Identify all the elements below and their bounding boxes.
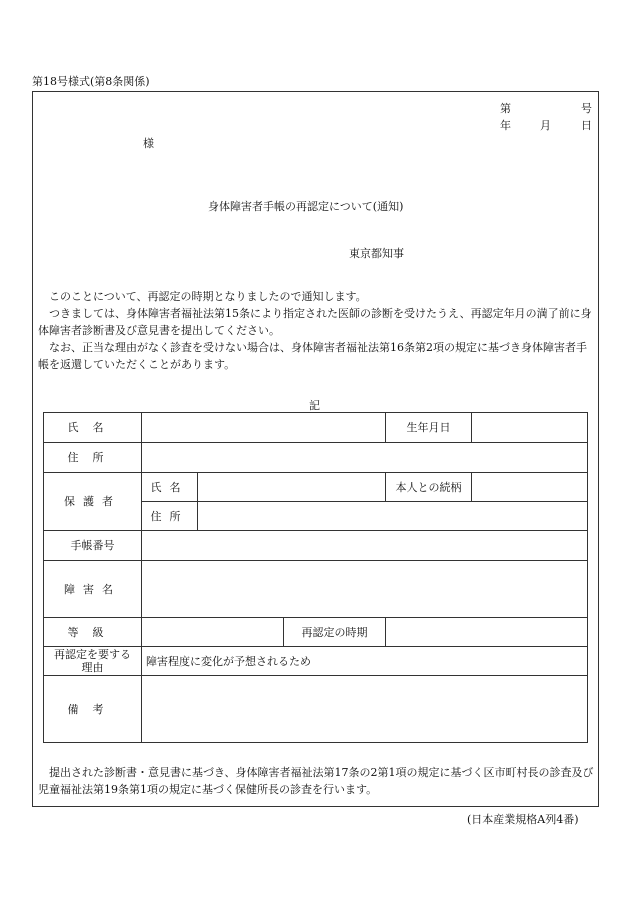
birthdate-value[interactable] [472,413,588,443]
recert-reason-label [44,647,142,676]
name-label: 氏名 [44,413,142,443]
disability-name-value[interactable] [142,561,588,618]
guardian-address-label: 住所 [142,502,198,531]
remarks-value[interactable] [142,676,588,743]
details-table [43,412,588,743]
handbook-number-value[interactable] [142,531,588,561]
guardian-name-label: 氏名 [142,473,198,502]
recert-timing-value[interactable] [386,618,588,647]
guardian-label: 保護者 [44,473,142,531]
remarks-label: 備考 [44,676,142,743]
recert-reason-value: 障害程度に変化が予想されるため [142,647,588,676]
grade-label: 等級 [44,618,142,647]
recert-reason-label-line1: 再認定を要する [54,648,131,661]
document-title: 身体障害者手帳の再認定について(通知) [208,200,404,213]
date-year: 年 [500,119,511,132]
addressee-suffix: 様 [143,137,154,150]
address-value[interactable] [142,443,588,473]
birthdate-label: 生年月日 [386,413,472,443]
sender-name: 東京都知事 [349,247,404,260]
number-suffix: 号 [581,102,592,115]
recert-reason-label-line2: 理由 [81,661,104,674]
name-value[interactable] [142,413,386,443]
recert-timing-label: 再認定の時期 [284,618,386,647]
body-paragraph-2: つきましては、身体障害者福祉法第15条により指定された医師の診断を受けたうえ、再認定年月の満了前に身体障害者診断書及び意見書を提出してください。 [38,307,592,337]
handbook-number-label: 手帳番号 [44,531,142,561]
body-paragraph-1: このことについて、再認定の時期となりましたので通知します。 [49,290,367,303]
disability-name-label: 障害名 [44,561,142,618]
date-month: 月 [540,119,551,132]
grade-value[interactable] [142,618,284,647]
relationship-value[interactable] [472,473,588,502]
ki-heading: 記 [309,399,320,412]
relationship-label: 本人との続柄 [386,473,472,502]
address-label: 住所 [44,443,142,473]
body-paragraph-3: なお、正当な理由がなく診査を受けない場合は、身体障害者福祉法第16条第2項の規定に基づき身体障害者手帳を返還していただくことがあります。 [38,341,587,371]
number-prefix: 第 [500,102,511,115]
date-day: 日 [581,119,592,132]
paper-size-note: (日本産業規格A列4番) [467,813,579,826]
guardian-address-value[interactable] [198,502,588,531]
footer-note: 提出された診断書・意見書に基づき、身体障害者福祉法第17条の2第1項の規定に基づく区市町村長の診査及び児童福祉法第19条第1項の規定に基づく保健所長の診査を行います。 [38,766,594,796]
guardian-name-value[interactable] [198,473,386,502]
form-id: 第18号様式(第8条関係) [32,75,150,88]
